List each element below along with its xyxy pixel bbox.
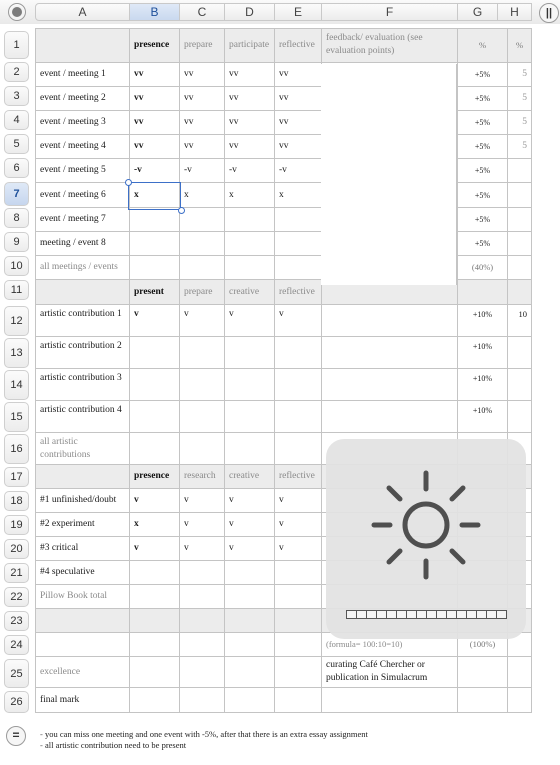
cell-d9[interactable] [225,232,275,255]
cell-c9[interactable] [180,232,225,255]
cell-d7[interactable]: x [225,183,275,207]
cell-h12[interactable]: 10 [508,305,532,336]
cell-c13[interactable] [180,337,225,368]
cell-c19[interactable]: v [180,513,225,536]
row-header-19[interactable]: 19 [4,515,29,535]
cell-d23[interactable] [225,609,275,632]
brightness-segment [347,611,357,618]
cell-f12[interactable] [322,305,458,336]
brightness-segment [457,611,467,618]
column-header-bar [0,0,560,24]
cell-c3[interactable]: vv [180,87,225,110]
cell-d4[interactable]: vv [225,111,275,134]
cell-d1[interactable]: participate [225,29,275,62]
cell-e26[interactable] [275,688,322,712]
cell-a17[interactable] [35,465,130,488]
brightness-level-bar [346,610,507,619]
cell-b14[interactable] [130,369,180,400]
row-header-23[interactable]: 23 [4,611,29,631]
row-header-24[interactable]: 24 [4,635,29,655]
cell-g6[interactable]: +5% [458,159,508,182]
brightness-segment [427,611,437,618]
table-row [35,111,532,135]
cell-a3[interactable]: event / meeting 2 [35,87,130,110]
cell-c25[interactable] [180,657,225,687]
cell-d20[interactable]: v [225,537,275,560]
cell-a22[interactable]: Pillow Book total [35,585,130,608]
cell-b25[interactable] [130,657,180,687]
column-header-c[interactable]: C [180,3,225,21]
brightness-segment [437,611,447,618]
cell-e18[interactable]: v [275,489,322,512]
cell-a7[interactable]: event / meeting 6 [35,183,130,207]
cell-b10[interactable] [130,256,180,279]
cell-f13[interactable] [322,337,458,368]
cell-e11[interactable]: reflective [275,280,322,304]
cell-d26[interactable] [225,688,275,712]
sun-icon [326,439,526,639]
table-row [35,183,532,208]
table-row [35,688,532,713]
cell-h4[interactable]: 5 [508,111,532,134]
cell-c12[interactable]: v [180,305,225,336]
cell-a24[interactable] [35,633,130,656]
cell-a5[interactable]: event / meeting 4 [35,135,130,158]
row-header-14[interactable]: 14 [4,370,29,400]
cell-d25[interactable] [225,657,275,687]
cell-e4[interactable]: vv [275,111,322,134]
cell-d12[interactable]: v [225,305,275,336]
row-header-6[interactable]: 6 [4,158,29,178]
cell-d2[interactable]: vv [225,63,275,86]
cell-g12[interactable]: +10% [458,305,508,336]
cell-d6[interactable]: -v [225,159,275,182]
cell-h26[interactable] [508,688,532,712]
table-row [35,29,532,63]
cell-e25[interactable] [275,657,322,687]
cell-b5[interactable]: vv [130,135,180,158]
cell-a4[interactable]: event / meeting 3 [35,111,130,134]
table-row [35,401,532,433]
cell-b9[interactable] [130,232,180,255]
cell-a10[interactable]: all meetings / events [35,256,130,279]
cell-e1[interactable]: reflective [275,29,322,62]
cell-c6[interactable]: -v [180,159,225,182]
cell-g11[interactable] [458,280,508,304]
row-header-3[interactable]: 3 [4,86,29,106]
cell-b24[interactable] [130,633,180,656]
brightness-segment [397,611,407,618]
row-header-9[interactable]: 9 [4,232,29,252]
cell-a9[interactable]: meeting / event 8 [35,232,130,255]
cell-a26[interactable]: final mark [35,688,130,712]
row-header-1[interactable]: 1 [4,31,29,59]
row-header-12[interactable]: 12 [4,306,29,336]
column-header-h[interactable]: H [498,3,532,21]
cell-a19[interactable]: #2 experiment [35,513,130,536]
cell-b1[interactable]: presence [130,29,180,62]
cell-a18[interactable]: #1 unfinished/doubt [35,489,130,512]
cell-g9[interactable]: +5% [458,232,508,255]
row-header-22[interactable]: 22 [4,587,29,607]
brightness-segment [417,611,427,618]
cell-h3[interactable]: 5 [508,87,532,110]
footnote-2: - all artistic contribution need to be present [40,740,540,751]
table-row [35,280,532,305]
cell-g26[interactable] [458,688,508,712]
cell-b11[interactable]: present [130,280,180,304]
cell-h5[interactable]: 5 [508,135,532,158]
brightness-segment [357,611,367,618]
cell-a1[interactable] [35,29,130,62]
cell-a14[interactable]: artistic contribution 3 [35,369,130,400]
cell-g3[interactable]: +5% [458,87,508,110]
cell-c24[interactable] [180,633,225,656]
row-header-10[interactable]: 10 [4,256,29,276]
select-all-button[interactable] [8,3,26,21]
cell-b4[interactable]: vv [130,111,180,134]
cell-e15[interactable] [275,401,322,432]
cell-c17[interactable]: research [180,465,225,488]
brightness-segment [387,611,397,618]
cell-e17[interactable]: reflective [275,465,322,488]
cell-c5[interactable]: vv [180,135,225,158]
cell-a6[interactable]: event / meeting 5 [35,159,130,182]
table-row [35,337,532,369]
cell-d14[interactable] [225,369,275,400]
cell-c18[interactable]: v [180,489,225,512]
footnotes [40,729,540,751]
column-header-e[interactable]: E [275,3,322,21]
table-row [35,305,532,337]
table-row [35,87,532,111]
cell-g10[interactable]: (40%) [458,256,508,279]
cell-b16[interactable] [130,433,180,464]
cell-a2[interactable]: event / meeting 1 [35,63,130,86]
cell-d21[interactable] [225,561,275,584]
cell-a15[interactable]: artistic contribution 4 [35,401,130,432]
cell-c1[interactable]: prepare [180,29,225,62]
table-row [35,369,532,401]
cell-e22[interactable] [275,585,322,608]
cell-b3[interactable]: vv [130,87,180,110]
column-header-f[interactable]: F [322,3,458,21]
cell-d13[interactable] [225,337,275,368]
cell-e24[interactable] [275,633,322,656]
column-header-a[interactable]: A [35,3,130,21]
cell-d15[interactable] [225,401,275,432]
cell-h11[interactable] [508,280,532,304]
cell-b7[interactable]: x [130,183,180,207]
cell-e8[interactable] [275,208,322,231]
row-header-15[interactable]: 15 [4,402,29,432]
cell-e5[interactable]: vv [275,135,322,158]
brightness-segment [467,611,477,618]
cell-b22[interactable] [130,585,180,608]
cell-a16[interactable]: all artistic contributions [35,433,130,464]
brightness-segment [407,611,417,618]
cell-b26[interactable] [130,688,180,712]
brightness-segment [367,611,377,618]
cell-d5[interactable]: vv [225,135,275,158]
cell-b21[interactable] [130,561,180,584]
cell-h9[interactable] [508,232,532,255]
cell-b19[interactable]: x [130,513,180,536]
cell-c7[interactable]: x [180,183,225,207]
cell-e10[interactable] [275,256,322,279]
cell-g8[interactable]: +5% [458,208,508,231]
brightness-hud [326,439,526,639]
cell-e21[interactable] [275,561,322,584]
cell-a11[interactable] [35,280,130,304]
cell-e19[interactable]: v [275,513,322,536]
cell-c23[interactable] [180,609,225,632]
cell-c15[interactable] [180,401,225,432]
cell-a25[interactable]: excellence [35,657,130,687]
cell-b23[interactable] [130,609,180,632]
cell-h15[interactable] [508,401,532,432]
cell-h6[interactable] [508,159,532,182]
cell-b12[interactable]: v [130,305,180,336]
cell-c2[interactable]: vv [180,63,225,86]
cell-f24[interactable]: (formula= 100:10=10) [322,633,458,656]
cell-a8[interactable]: event / meeting 7 [35,208,130,231]
cell-b20[interactable]: v [130,537,180,560]
cell-d22[interactable] [225,585,275,608]
cell-a20[interactable]: #3 critical [35,537,130,560]
cell-f14[interactable] [322,369,458,400]
cell-e7[interactable]: x [275,183,322,207]
formula-button[interactable]: = [6,726,26,746]
brightness-segment [377,611,387,618]
column-header-d[interactable]: D [225,3,275,21]
cell-h7[interactable] [508,183,532,207]
cell-f1[interactable]: feedback/ evaluation (see evaluation points) [322,29,458,62]
brightness-segment [447,611,457,618]
cell-c21[interactable] [180,561,225,584]
brightness-segment [487,611,497,618]
cell-c26[interactable] [180,688,225,712]
row-header-11[interactable]: 11 [4,280,29,300]
cell-d16[interactable] [225,433,275,464]
column-header-g[interactable]: G [458,3,498,21]
brightness-segment [477,611,487,618]
cell-a12[interactable]: artistic contribution 1 [35,305,130,336]
cell-e3[interactable]: vv [275,87,322,110]
cell-b17[interactable]: presence [130,465,180,488]
cell-b2[interactable]: vv [130,63,180,86]
row-header-13[interactable]: 13 [4,338,29,368]
cell-h8[interactable] [508,208,532,231]
cell-d17[interactable]: creative [225,465,275,488]
table-row [35,208,532,232]
cell-c16[interactable] [180,433,225,464]
cell-h25[interactable] [508,657,532,687]
row-header-5[interactable]: 5 [4,134,29,154]
table-row [35,159,532,183]
cell-b6[interactable]: -v [130,159,180,182]
cell-e2[interactable]: vv [275,63,322,86]
table-row [35,135,532,159]
cell-h14[interactable] [508,369,532,400]
cell-c10[interactable] [180,256,225,279]
row-header-21[interactable]: 21 [4,563,29,583]
cell-h10[interactable] [508,256,532,279]
cell-e13[interactable] [275,337,322,368]
footnote-1: - you can miss one meeting and one event with -5%, after that there is an extra essay assignment [40,729,540,740]
table-row [35,232,532,256]
cell-d3[interactable]: vv [225,87,275,110]
row-header-16[interactable]: 16 [4,434,29,464]
row-header-7[interactable]: 7 [4,182,29,206]
cell-b18[interactable]: v [130,489,180,512]
cell-h2[interactable]: 5 [508,63,532,86]
cell-h13[interactable] [508,337,532,368]
cell-c22[interactable] [180,585,225,608]
row-header-4[interactable]: 4 [4,110,29,130]
cell-g7[interactable]: +5% [458,183,508,207]
cell-d10[interactable] [225,256,275,279]
cell-e20[interactable]: v [275,537,322,560]
merged-feedback-cell[interactable] [321,64,457,285]
cell-g15[interactable]: +10% [458,401,508,432]
cell-b13[interactable] [130,337,180,368]
cell-e6[interactable]: -v [275,159,322,182]
cell-c14[interactable] [180,369,225,400]
row-header-26[interactable]: 26 [4,691,29,713]
row-header-8[interactable]: 8 [4,208,29,228]
row-header-18[interactable]: 18 [4,491,29,511]
cell-g5[interactable]: +5% [458,135,508,158]
cell-f25[interactable]: curating Café Chercher or publication in Simulacrum [322,657,458,687]
cell-c4[interactable]: vv [180,111,225,134]
cell-d18[interactable]: v [225,489,275,512]
cell-f15[interactable] [322,401,458,432]
cell-c11[interactable]: prepare [180,280,225,304]
cell-g25[interactable] [458,657,508,687]
cell-e16[interactable] [275,433,322,464]
cell-c20[interactable]: v [180,537,225,560]
cell-c8[interactable] [180,208,225,231]
table-row [35,256,532,280]
table-row [35,63,532,87]
cell-g13[interactable]: +10% [458,337,508,368]
cell-a23[interactable] [35,609,130,632]
cell-g1[interactable]: % [458,29,508,62]
cell-a21[interactable]: #4 speculative [35,561,130,584]
cell-b8[interactable] [130,208,180,231]
cell-h1[interactable]: % [508,29,532,62]
cell-g2[interactable]: +5% [458,63,508,86]
column-header-b[interactable]: B [130,3,180,21]
cell-g24[interactable]: (100%) [458,633,508,656]
table-row [35,657,532,688]
pause-button[interactable]: || [539,3,559,23]
row-header-25[interactable]: 25 [4,659,29,688]
cell-e23[interactable] [275,609,322,632]
cell-a13[interactable]: artistic contribution 2 [35,337,130,368]
cell-f26[interactable] [322,688,458,712]
cell-e9[interactable] [275,232,322,255]
row-header-20[interactable]: 20 [4,539,29,559]
brightness-segment [497,611,506,618]
cell-g4[interactable]: +5% [458,111,508,134]
cell-d24[interactable] [225,633,275,656]
cell-b15[interactable] [130,401,180,432]
cell-e12[interactable]: v [275,305,322,336]
cell-g14[interactable]: +10% [458,369,508,400]
row-header-17[interactable]: 17 [4,467,29,487]
row-header-2[interactable]: 2 [4,62,29,82]
cell-d8[interactable] [225,208,275,231]
cell-d11[interactable]: creative [225,280,275,304]
cell-d19[interactable]: v [225,513,275,536]
cell-e14[interactable] [275,369,322,400]
